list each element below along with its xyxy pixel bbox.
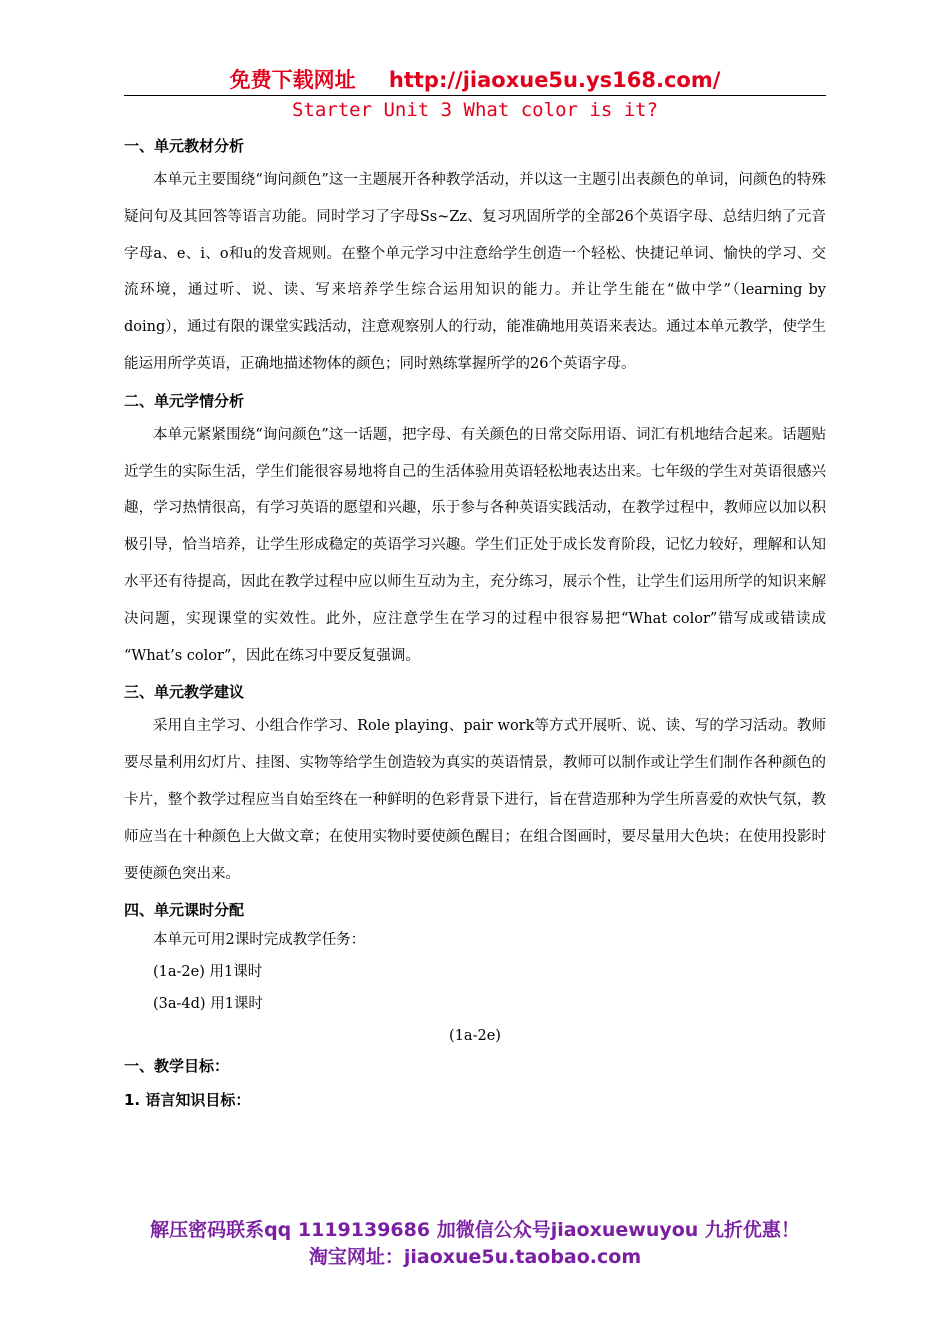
- schedule-item: (3a-4d) 用1课时: [153, 996, 263, 1013]
- section-heading-material: 一、单元教材分析: [124, 137, 245, 155]
- section-paragraph-material: 本单元主要围绕“询问颜色”这一主题展开各种教学活动，并以这一主题引出表颜色的单词，问颜色的特殊疑问句及其回答等语言功能。同时学习了字母Ss~Zz、复习巩固所学的全部26个英语字母、总结归纳了元音字母a、e、i、o和u的发音规则。在整个单元学习中注意给学生创造一个轻松、快捷记单词、愉快的学习、交流环境，通过听、说、读、写来培养学生综合运用知识的能力。并让学生能在“做中学”（learning by doing），通过有限的课堂实践活动，注意观察别人的行动，能准确地用英语来表达。通过本单元教学，使学生能运用所学英语，正确地描述物体的颜色；同时熟练掌握所学的26个英语字母。: [124, 172, 826, 372]
- download-header: [124, 64, 826, 94]
- download-label: 免费下载网址: [229, 68, 356, 92]
- footer-shop-line[interactable]: 淘宝网址：jiaoxue5u.taobao.com: [308, 1246, 642, 1268]
- language-goals-heading: 1. 语言知识目标：: [124, 1091, 251, 1110]
- section-heading-suggestions: 三、单元教学建议: [124, 683, 245, 702]
- section-paragraph-students: 本单元紧紧围绕“询问颜色”这一话题，把字母、有关颜色的日常交际用语、词汇有机地结合起来。话题贴近学生的实际生活，学生们能很容易地将自己的生活体验用英语轻松地表达出来。七年级的学生对英语很感兴趣，学习热情很高，有学习英语的愿望和兴趣，乐于参与各种英语实践活动，在教学过程中，教师应以加以积极引导，恰当培养，让学生形成稳定的英语学习兴趣。学生们正处于成长发育阶段，记忆力较好，理解和认知水平还有待提高，因此在教学过程中应以师生互动为主，充分练习，展示个性，让学生们运用所学的知识来解决问题，实现课堂的实效性。此外，应注意学生在学习的过程中很容易把“What color”错写成或错读成 “What’s color”，因此在练习中要反复强调。: [124, 426, 826, 664]
- section-paragraph-suggestions: 采用自主学习、小组合作学习、Role playing、pair work等方式开展听、说、读、写的学习活动。教师要尽量利用幻灯片、挂图、实物等给学生创造较为真实的英语情景，教师可以制作或让学生们制作各种颜色的卡片，整个教学过程应当自始至终在一种鲜明的色彩背景下进行，旨在营造那种为学生所喜爱的欢快气氛，教师应当在十种颜色上大做文章；在使用实物时要使颜色醒目；在组合图画时，要尽量用大色块；在使用投影时要使颜色突出来。: [124, 718, 826, 882]
- document-body: [124, 132, 826, 1114]
- header-divider: [124, 95, 826, 96]
- download-url-link[interactable]: http://jiaoxue5u.ys168.com/: [388, 68, 721, 92]
- teaching-goals-heading: 一、教学目标：: [124, 1057, 230, 1076]
- lesson-label: (1a-2e): [449, 1028, 501, 1045]
- promo-footer: [124, 1216, 826, 1270]
- schedule-intro: 本单元可用2课时完成教学任务：: [153, 932, 366, 949]
- section-heading-schedule: 四、单元课时分配: [124, 901, 245, 920]
- page-title: Starter Unit 3 What color is it?: [291, 99, 659, 121]
- section-heading-students: 二、单元学情分析: [124, 391, 245, 410]
- schedule-item: (1a-2e) 用1课时: [153, 964, 263, 981]
- footer-contact-line: 解压密码联系qq 1119139686 加微信公众号jiaoxuewuyou 九折优惠！: [150, 1219, 800, 1241]
